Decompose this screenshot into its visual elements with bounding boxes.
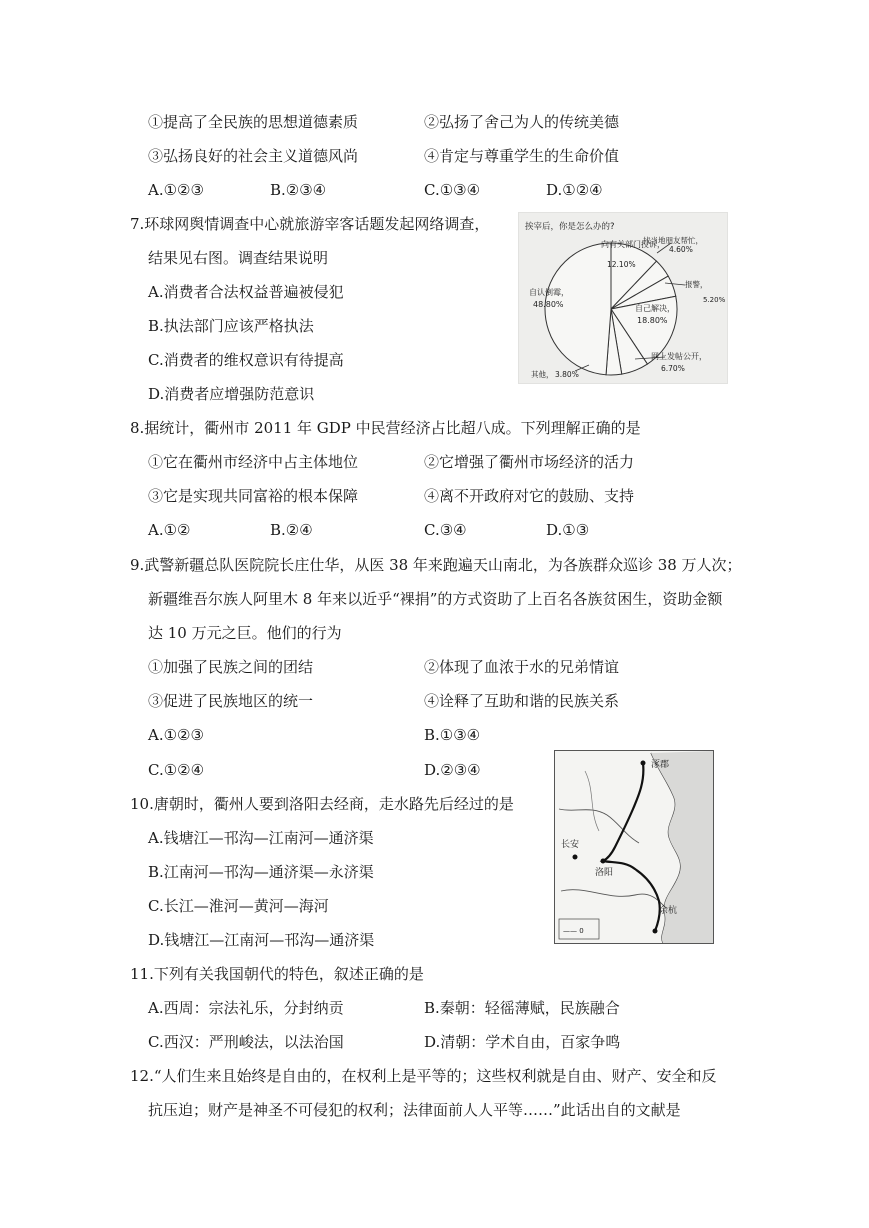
q7-choice-a: A.消费者合法权益普遍被侵犯 [148,283,344,301]
q7-choice-b: B.执法部门应该严格执法 [148,317,314,335]
q8-choice-c: C.③④ [424,521,467,539]
q10-choice-b: B.江南河—邗沟—通济渠—永济渠 [148,863,374,881]
pie-label-friend: 找当地朋友帮忙， [643,236,703,245]
q9-stem-line2: 新疆维吾尔族人阿里木 8 年来以近乎“裸捐”的方式资助了上百名各族贫困生，资助金额 [148,590,723,608]
pie-title: 挨宰后，你是怎么办的? [525,222,615,232]
city-dot-changan [573,855,578,860]
yangtze-river [561,890,665,907]
label-luoyang: 洛阳 [595,868,614,878]
pie-value-complaint: 12.10% [607,260,636,269]
pie-label-online: 网上发帖公开， [651,352,707,361]
q6-option-1: ①提高了全民族的思想道德素质 [148,113,359,131]
q7-choice-c: C.消费者的维权意识有待提高 [148,351,344,369]
q8-choice-a: A.①② [148,521,191,539]
yellow-river [559,809,639,843]
q6-choice-c: C.①③④ [424,181,481,199]
q8-choice-d: D.①③ [546,521,590,539]
city-dot-zhuojun [641,761,646,766]
q8-option-4: ④离不开政府对它的鼓励、支持 [424,487,635,505]
q6-choice-a: A.①②③ [148,181,204,199]
q8-option-3: ③它是实现共同富裕的根本保障 [148,487,359,505]
pie-label-police: 报警， [685,280,708,289]
q8-stem: 8.据统计，衢州市 2011 年 GDP 中民营经济占比超八成。下列理解正确的是 [130,419,641,437]
label-changan: 长安 [561,840,580,850]
q9-option-4: ④诠释了互助和谐的民族关系 [424,692,620,710]
q6-option-3: ③弘扬良好的社会主义道德风尚 [148,147,359,165]
pie-value-online: 6.70% [661,364,685,373]
q9-stem-line1: 9.武警新疆总队医院院长庄仕华，从医 38 年来跑遍天山南北，为各族群众巡诊 38 万人次； [130,556,742,574]
q11-stem: 11.下列有关我国朝代的特色，叙述正确的是 [130,965,424,983]
q10-choice-a: A.钱塘江—邗沟—江南河—通济渠 [148,829,374,847]
q6-option-4: ④肯定与尊重学生的生命价值 [424,147,620,165]
pie-value-police: 5.20% [703,296,726,304]
pie-label-self-resolve: 自己解决， [635,304,675,313]
pie-value-other: 3.80% [555,370,579,379]
map-svg [555,751,713,943]
q9-choice-b: B.①③④ [424,726,481,744]
q7-choice-d: D.消费者应增强防范意识 [148,385,315,403]
q6-choice-d: D.①②④ [546,181,603,199]
label-zhuojun: 涿郡 [651,760,670,770]
q7-stem-line2: 结果见右图。调查结果说明 [148,249,329,267]
q11-choice-b: B.秦朝：轻徭薄赋，民族融合 [424,999,620,1017]
pie-value-self-resolve: 18.80% [637,316,668,325]
river-branch [585,771,599,831]
q9-option-1: ①加强了民族之间的团结 [148,658,314,676]
city-dot-yuhang [653,929,658,934]
q10-choice-d: D.钱塘江—江南河—邗沟—通济渠 [148,931,375,949]
q9-option-2: ②体现了血浓于水的兄弟情谊 [424,658,620,676]
q7-stem-line1: 7.环球网舆情调查中心就旅游宰客话题发起网络调查， [130,215,490,233]
q8-choice-b: B.②④ [270,521,313,539]
q11-choice-d: D.清朝：学术自由，百家争鸣 [424,1033,621,1051]
grand-canal-route [603,763,660,931]
pie-label-other: 其他， [531,370,554,379]
q11-choice-c: C.西汉：严刑峻法，以法治国 [148,1033,344,1051]
q6-choice-b: B.②③④ [270,181,327,199]
label-yuhang: 余杭 [659,906,678,916]
q9-choice-a: A.①②③ [148,726,204,744]
q6-option-2: ②弘扬了舍己为人的传统美德 [424,113,620,131]
q10-stem: 10.唐朝时，衢州人要到洛阳去经商，走水路先后经过的是 [130,795,514,813]
pie-value-friend: 4.60% [669,245,693,254]
pie-value-self-unlucky: 48.80% [533,300,564,309]
q9-option-3: ③促进了民族地区的统一 [148,692,314,710]
q9-choice-d: D.②③④ [424,761,481,779]
survey-pie-chart [518,212,728,384]
q10-choice-c: C.长江—淮河—黄河—海河 [148,897,329,915]
q12-stem-line2: 抗压迫；财产是神圣不可侵犯的权利；法律面前人人平等……”此话出自的文献是 [148,1101,681,1119]
city-dot-luoyang [601,859,606,864]
q8-option-2: ②它增强了衢州市场经济的活力 [424,453,635,471]
pie-chart-svg [519,213,727,383]
grand-canal-map [554,750,714,944]
q12-stem-line1: 12.“人们生来且始终是自由的，在权利上是平等的；这些权利就是自由、财产、安全和反 [130,1067,717,1085]
pie-label-self-unlucky: 自认倒霉， [529,288,569,297]
q9-stem-line3: 达 10 万元之巨。他们的行为 [148,624,342,642]
q11-choice-a: A.西周：宗法礼乐，分封纳贡 [148,999,344,1017]
map-legend: —— 0 [563,927,584,935]
q9-choice-c: C.①②④ [148,761,205,779]
q8-option-1: ①它在衢州市经济中占主体地位 [148,453,359,471]
pie-label-complaint: 向有关部门投诉， [601,240,665,249]
